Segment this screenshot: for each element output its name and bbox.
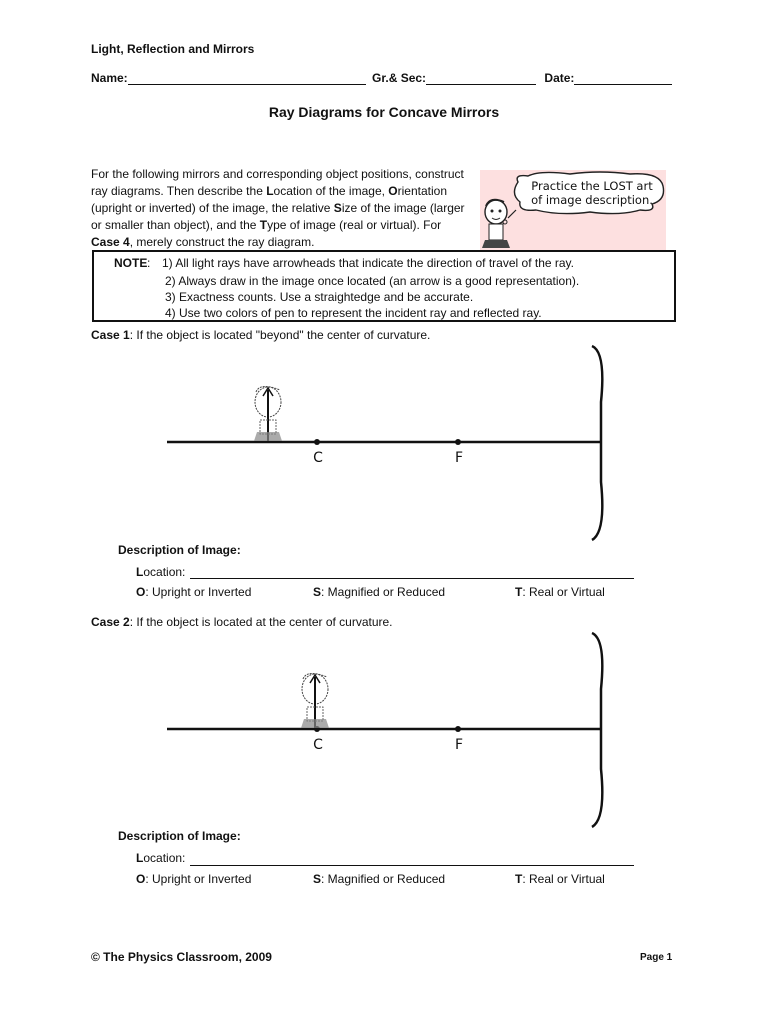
grsec-label: Gr.& Sec: bbox=[372, 71, 427, 85]
case-2-diagram bbox=[160, 628, 620, 833]
name-field[interactable] bbox=[128, 72, 366, 85]
note-item: 1) All light rays have arrowheads that indicate the direction of travel of the ray. bbox=[162, 256, 574, 270]
note-item: 3) Exactness counts. Use a straightedge and be accurate. bbox=[165, 290, 474, 304]
case-1-diagram bbox=[160, 342, 620, 547]
type-option: T: Real or Virtual bbox=[515, 872, 605, 886]
description-title: Description of Image: bbox=[118, 829, 241, 843]
description-title: Description of Image: bbox=[118, 543, 241, 557]
location-answer-line[interactable] bbox=[190, 865, 634, 866]
instructions-paragraph: For the following mirrors and corresponding object positions, construct ray diagrams. Then describe the Location of the image, Orientation (upright or inverted) of the image, the relative Size of the image (larger or smaller than object), and the Type of image (real or virtual). For Case 4, merely construct the ray diagram. bbox=[91, 167, 465, 249]
copyright-footer: © The Physics Classroom, 2009 bbox=[91, 950, 272, 964]
orientation-option: O: Upright or Inverted bbox=[136, 585, 252, 599]
page-number: Page 1 bbox=[640, 952, 673, 963]
bubble-text-2: of image description. bbox=[531, 193, 653, 207]
label-f: F bbox=[454, 450, 464, 466]
object-figure-icon bbox=[301, 673, 329, 728]
date-label: Date: bbox=[544, 71, 575, 85]
page-title: Ray Diagrams for Concave Mirrors bbox=[268, 104, 500, 120]
size-option: S: Magnified or Reduced bbox=[313, 585, 446, 599]
student-info-row bbox=[91, 71, 672, 85]
cartoon-illustration bbox=[480, 170, 666, 250]
name-label: Name: bbox=[91, 71, 128, 85]
label-c: C bbox=[313, 737, 323, 753]
orientation-option: O: Upright or Inverted bbox=[136, 872, 252, 886]
bubble-text-1: Practice the LOST art bbox=[531, 179, 653, 193]
case-2-heading: Case 2: If the object is located at the center of curvature. bbox=[91, 615, 393, 629]
case-1-heading: Case 1: If the object is located "beyond" the center of curvature. bbox=[91, 328, 431, 342]
point-f bbox=[455, 439, 461, 445]
point-c bbox=[314, 439, 320, 445]
type-option: T: Real or Virtual bbox=[515, 585, 605, 599]
location-answer-line[interactable] bbox=[190, 578, 634, 579]
note-box: NOTE : 1) All light rays have arrowheads that indicate the direction of travel of the ray. 2) Always draw in the image once located (an arrow is a good representation). 3) Exactness counts. Use a straightedge and be accurate. 4) Use two colors of pen to represent the incident ray and reflected ray. bbox=[92, 250, 676, 322]
size-option: S: Magnified or Reduced bbox=[313, 872, 446, 886]
worksheet-header: Light, Reflection and Mirrors bbox=[91, 42, 255, 56]
label-c: C bbox=[313, 450, 323, 466]
cartoon-character-icon bbox=[480, 170, 666, 250]
note-label: NOTE bbox=[114, 256, 148, 270]
point-f bbox=[455, 726, 461, 732]
location-label: Location: bbox=[136, 565, 186, 579]
grsec-field[interactable] bbox=[426, 72, 536, 85]
location-label: Location: bbox=[136, 851, 186, 865]
note-item: 2) Always draw in the image once located (an arrow is a good representation). bbox=[165, 274, 580, 288]
date-field[interactable] bbox=[574, 72, 672, 85]
object-figure-icon bbox=[254, 386, 282, 441]
note-item: 4) Use two colors of pen to represent the incident ray and reflected ray. bbox=[165, 306, 542, 320]
label-f: F bbox=[454, 737, 464, 753]
